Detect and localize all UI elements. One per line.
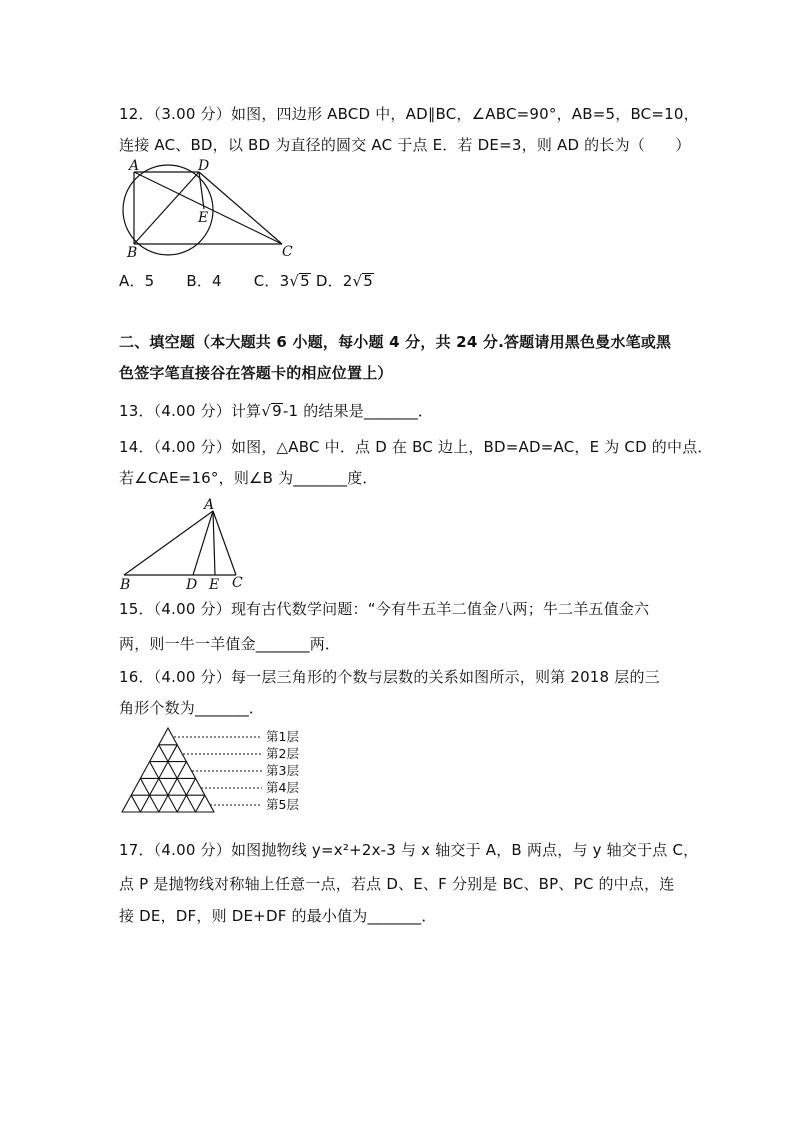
q14-segment-ab — [124, 511, 213, 575]
q12-label-b: B — [127, 245, 138, 260]
q14-line-2: 若∠CAE=16°，则∠B 为_______度． — [119, 469, 378, 487]
q12-label-a: A — [129, 158, 140, 174]
q14-label-b: B — [120, 577, 131, 593]
q12-option-b: B．4 — [186, 272, 222, 290]
q17-line-3: 接 DE，DF，则 DE+DF 的最小值为_______． — [119, 907, 437, 925]
q16-layer-label-1: 第1层 — [266, 729, 299, 744]
q12-segment-dc — [199, 172, 282, 244]
q12-option-d-radicand: 5 — [363, 272, 374, 290]
q16-triangle-grid — [122, 728, 214, 812]
q12-option-c: C．3√5 — [253, 272, 310, 290]
q14-segment-ad — [193, 511, 213, 575]
q15-line-2: 两，则一牛一羊值金_______两． — [119, 635, 341, 653]
q14-label-d: D — [186, 577, 198, 593]
q12-option-a: A．5 — [119, 272, 155, 290]
q14-segment-ac — [213, 511, 236, 575]
q12-label-d: D — [198, 158, 210, 174]
q12-line-1: 12．（3.00 分）如图，四边形 ABCD 中，AD∥BC，∠ABC=90°，AB=5，BC=10， — [119, 105, 699, 123]
q12-segment-bd — [134, 172, 199, 244]
q15-line-1: 15．（4.00 分）现有古代数学问题：“今有牛五羊二值金八两；牛二羊五值金六 — [119, 600, 650, 618]
q12-label-c: C — [282, 244, 293, 260]
q12-segment-ac — [134, 172, 282, 244]
q12-figure — [112, 156, 302, 260]
q16-line-2: 角形个数为_______． — [119, 699, 265, 717]
q16-line-1: 16．（4.00 分）每一层三角形的个数与层数的关系如图所示，则第 2018 层的三 — [119, 668, 660, 686]
q17-line-2: 点 P 是抛物线对称轴上任意一点，若点 D、E、F 分别是 BC、BP、PC 的中点，连 — [119, 875, 675, 893]
q16-layer-label-4: 第4层 — [266, 780, 299, 795]
q12-option-d: D．2√5 — [315, 272, 374, 290]
q14-figure — [118, 497, 258, 593]
q12-line-2: 连接 AC、BD，以 BD 为直径的圆交 AC 于点 E．若 DE=3，则 AD 的长为（ ） — [119, 136, 691, 154]
q16-layer-label-2: 第2层 — [266, 746, 299, 761]
q13-radicand: 9 — [272, 402, 282, 420]
q12-label-e: E — [198, 210, 209, 226]
q12-option-c-radicand: 5 — [300, 272, 310, 290]
q12-options — [119, 270, 374, 291]
q14-line-1: 14．（4.00 分）如图，△ABC 中．点 D 在 BC 边上，BD=AD=AC，E 为 CD 的中点． — [119, 438, 713, 456]
q17-line-1: 17．（4.00 分）如图抛物线 y=x²+2x-3 与 x 轴交于 A，B 两点，与 y 轴交于点 C， — [119, 841, 699, 859]
q14-label-a: A — [204, 497, 215, 513]
q13-line: 13．（4.00 分）计算√9-1 的结果是_______． — [119, 402, 434, 420]
q16-layer-label-5: 第5层 — [266, 797, 299, 812]
section2-heading-line-2: 色签字笔直接谷在答题卡的相应位置上） — [119, 364, 393, 382]
q14-label-c: C — [232, 575, 243, 591]
section2-heading-line-1: 二、填空题（本大题共 6 小题，每小题 4 分，共 24 分.答题请用黑色曼水笔或黑 — [119, 333, 672, 351]
q16-figure — [116, 724, 316, 820]
q14-segment-ae — [213, 511, 215, 575]
q16-layer-label-3: 第3层 — [266, 763, 299, 778]
q14-label-e: E — [209, 577, 220, 593]
